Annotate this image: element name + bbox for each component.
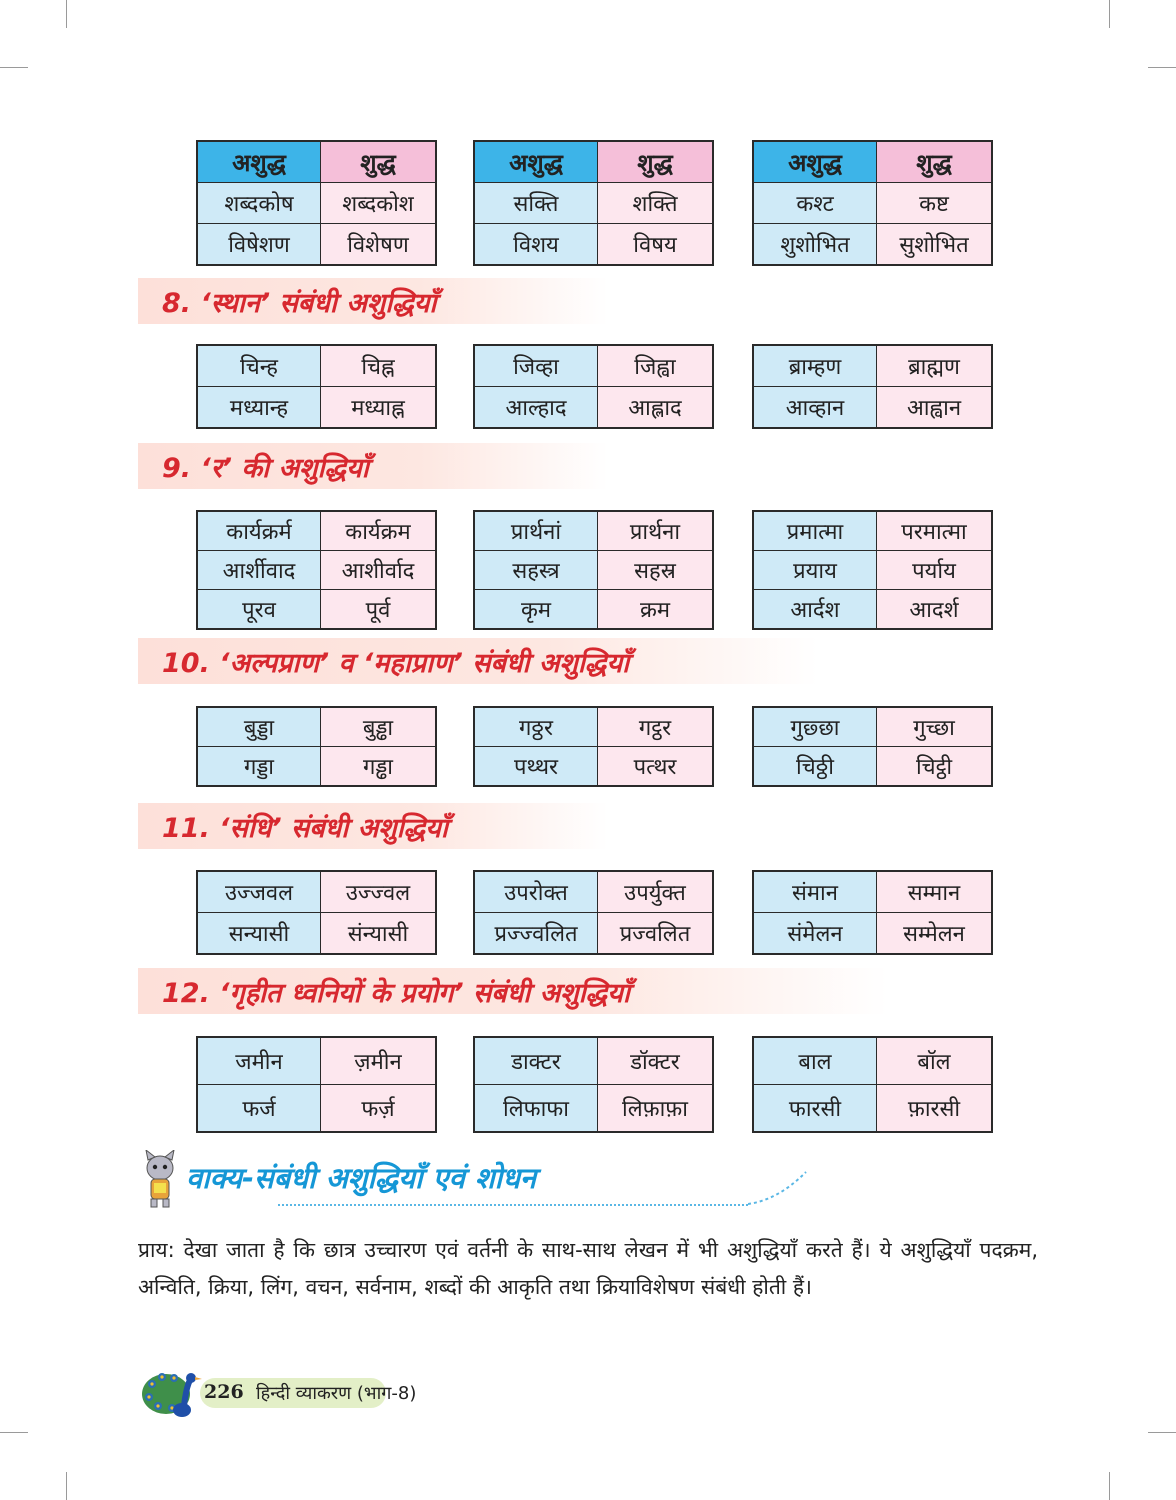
incorrect-word: विषेशण [197,224,321,266]
body-paragraph: प्राय: देखा जाता है कि छात्र उच्चारण एवं वर्तनी के साथ-साथ लेखन में भी अशुद्धियाँ करते हैं। ये अशुद्धियाँ पदक्रम, अन्विति, क्रिया, लिंग, वचन, सर्वनाम, शब्दों की आकृति तथा क्रियाविशेषण संबंधी होती हैं। [138,1238,1038,1299]
table-header-row [474,141,713,183]
table-header-row [197,141,436,183]
section-heading [138,803,608,849]
incorrect-word: गड्डा [197,747,321,787]
incorrect-word: गुछ्छा [753,707,877,747]
correct-word: गुच्छा [877,707,993,747]
crop-mark [1148,1432,1176,1433]
incorrect-word: संमेलन [753,913,877,955]
table-row [474,590,713,630]
crop-mark [0,67,28,68]
subheading-underline [278,1204,748,1206]
incorrect-word: विशय [474,224,598,266]
correct-word: शब्दकोश [321,183,437,224]
incorrect-word: कार्यक्रर्म [197,511,321,551]
table-row [753,224,992,266]
correct-word: क्रम [598,590,714,630]
correct-word: आशीर्वाद [321,551,437,590]
header-incorrect: अशुद्ध [753,141,877,183]
cat-mascot-icon [138,1150,182,1210]
incorrect-word: लिफाफा [474,1085,598,1133]
header-correct: शुद्ध [321,141,437,183]
crop-mark [1148,67,1176,68]
correct-word: सम्मान [877,871,993,913]
section-title: 11. ‘संधि’ संबंधी अशुद्धियाँ [162,813,448,844]
incorrect-word: कश्ट [753,183,877,224]
table-row [197,387,436,429]
correct-word: कार्यक्रम [321,511,437,551]
correction-table [473,870,714,955]
table-row [197,224,436,266]
table-row [197,1037,436,1085]
incorrect-word: बुड्डा [197,707,321,747]
table-header-row [753,141,992,183]
table-row [474,387,713,429]
table-row [197,183,436,224]
correct-word: पर्याय [877,551,993,590]
incorrect-word: फारसी [753,1085,877,1133]
section-title: 10. ‘अल्पप्राण’ व ‘महाप्राण’ संबंधी अशुद्धियाँ [162,648,630,679]
correct-word: पूर्व [321,590,437,630]
table-row [474,511,713,551]
table-row [753,511,992,551]
incorrect-word: उपरोक्त [474,871,598,913]
table-row [197,913,436,955]
header-incorrect: अशुद्ध [197,141,321,183]
table-row [474,747,713,787]
table-row [474,183,713,224]
correction-table [473,706,714,787]
correction-table [752,1036,993,1133]
incorrect-word: पथ्थर [474,747,598,787]
incorrect-word: प्रयाय [753,551,877,590]
section-heading [138,968,888,1014]
subheading-text: वाक्य-संबंधी अशुद्धियाँ एवं शोधन [186,1161,537,1195]
table-row [753,387,992,429]
incorrect-word: आव्हान [753,387,877,429]
table-row [197,551,436,590]
table-row [753,183,992,224]
table-row [197,511,436,551]
incorrect-word: जिव्हा [474,345,598,387]
crop-mark [1109,1472,1110,1500]
correct-word: आह्वान [877,387,993,429]
table-row [197,871,436,913]
incorrect-word: आर्दश [753,590,877,630]
incorrect-word: बाल [753,1037,877,1085]
correct-word: प्रार्थना [598,511,714,551]
table-row [197,747,436,787]
correct-word: ज़मीन [321,1037,437,1085]
incorrect-word: संमान [753,871,877,913]
incorrect-word: सक्ति [474,183,598,224]
book-title: हिन्दी व्याकरण (भाग-8) [256,1383,417,1404]
table-row [474,913,713,955]
correct-word: गट्ठर [598,707,714,747]
correction-table [752,706,993,787]
page-number: 226 [204,1381,244,1403]
correct-word: विशेषण [321,224,437,266]
correct-word: परमात्मा [877,511,993,551]
correction-table [196,140,437,266]
incorrect-word: डाक्टर [474,1037,598,1085]
correct-word: बुड्ढा [321,707,437,747]
correct-word: शक्ति [598,183,714,224]
correct-word: जिह्वा [598,345,714,387]
table-row [474,551,713,590]
correct-word: फ़ारसी [877,1085,993,1133]
correct-word: संन्यासी [321,913,437,955]
section-heading [138,443,608,489]
correction-table [752,870,993,955]
correct-word: बॉल [877,1037,993,1085]
correct-word: आदर्श [877,590,993,630]
incorrect-word: सहस्त्र [474,551,598,590]
table-row [753,345,992,387]
correct-word: उपर्युक्त [598,871,714,913]
incorrect-word: उज्जवल [197,871,321,913]
section-title: 9. ‘र’ की अशुद्धियाँ [162,453,369,484]
crop-mark [0,1432,28,1433]
incorrect-word: शुशोभित [753,224,877,266]
header-correct: शुद्ध [598,141,714,183]
crop-mark [66,0,67,28]
page-footer [140,1366,560,1426]
subheading-swoosh [748,1170,808,1206]
correct-word: सम्मेलन [877,913,993,955]
correct-word: डॉक्टर [598,1037,714,1085]
table-row [474,345,713,387]
correct-word: कष्ट [877,183,993,224]
header-correct: शुद्ध [877,141,993,183]
table-row [197,707,436,747]
correct-word: चिह्न [321,345,437,387]
table-row [753,590,992,630]
incorrect-word: कृम [474,590,598,630]
incorrect-word: आल्हाद [474,387,598,429]
table-row [197,590,436,630]
table-row [753,747,992,787]
correction-table [473,1036,714,1133]
correction-table [196,510,437,630]
correct-word: सुशोभित [877,224,993,266]
correct-word: ब्राह्मण [877,345,993,387]
table-row [197,1085,436,1133]
incorrect-word: प्रज्ज्वलित [474,913,598,955]
section-title: 8. ‘स्थान’ संबंधी अशुद्धियाँ [162,288,437,319]
peacock-icon [140,1366,210,1424]
table-row [753,707,992,747]
incorrect-word: फर्ज [197,1085,321,1133]
correct-word: विषय [598,224,714,266]
correct-word: मध्याह्न [321,387,437,429]
incorrect-word: चिन्ह [197,345,321,387]
table-row [474,1037,713,1085]
section-heading [138,638,818,684]
table-row [753,1085,992,1133]
incorrect-word: चिठ्ठी [753,747,877,787]
incorrect-word: आर्शीवाद [197,551,321,590]
correction-table [196,344,437,429]
section-heading [138,278,608,324]
correct-word: सहस्र [598,551,714,590]
correct-word: फर्ज़ [321,1085,437,1133]
correct-word: चिट्ठी [877,747,993,787]
table-row [753,551,992,590]
subheading-block [138,1150,798,1212]
correction-table [473,510,714,630]
correct-word: प्रज्वलित [598,913,714,955]
table-row [474,707,713,747]
correction-table [196,706,437,787]
table-row [753,871,992,913]
table-row [474,224,713,266]
incorrect-word: प्रमात्मा [753,511,877,551]
table-row [753,1037,992,1085]
incorrect-word: शब्दकोष [197,183,321,224]
section-title: 12. ‘गृहीत ध्वनियों के प्रयोग’ संबंधी अशुद्धियाँ [162,978,630,1009]
correct-word: आह्लाद [598,387,714,429]
correct-word: गड्ढा [321,747,437,787]
table-row [474,871,713,913]
correction-table [752,510,993,630]
incorrect-word: ब्राम्हण [753,345,877,387]
table-row [474,1085,713,1133]
correction-table [473,140,714,266]
correct-word: उज्ज्वल [321,871,437,913]
crop-mark [1109,0,1110,28]
correct-word: पत्थर [598,747,714,787]
correction-table [752,140,993,266]
table-row [197,345,436,387]
crop-mark [66,1472,67,1500]
correction-table [196,1036,437,1133]
incorrect-word: जमीन [197,1037,321,1085]
table-row [753,913,992,955]
incorrect-word: मध्यान्ह [197,387,321,429]
incorrect-word: प्रार्थनां [474,511,598,551]
correction-table [196,870,437,955]
incorrect-word: पूरव [197,590,321,630]
correction-table [752,344,993,429]
correct-word: लिफ़ाफ़ा [598,1085,714,1133]
incorrect-word: गठ्ठर [474,707,598,747]
incorrect-word: सन्यासी [197,913,321,955]
header-incorrect: अशुद्ध [474,141,598,183]
correction-table [473,344,714,429]
